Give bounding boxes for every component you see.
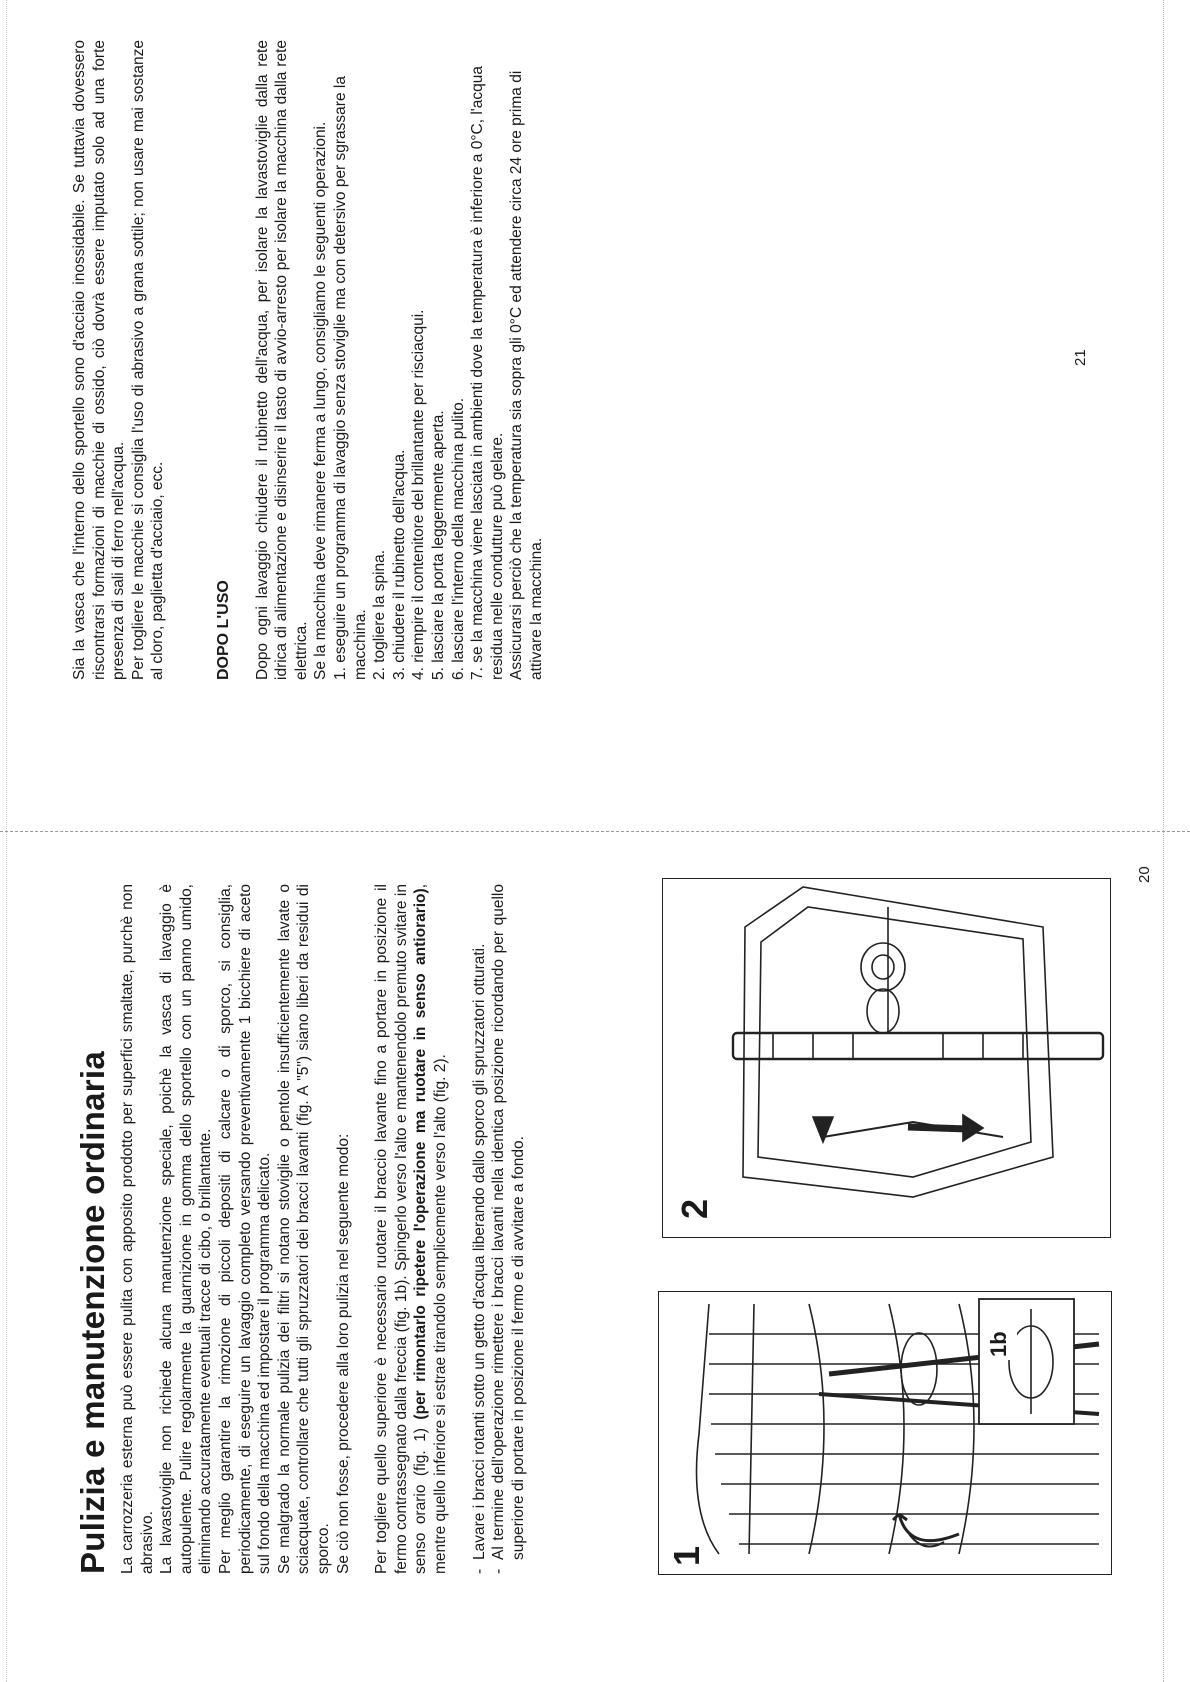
paragraph-spray-arms-check: Se malgrado la normale pulizia dei filtri si notano stoviglie o pentole insufficientemente lavate o sciacquate, controllare che tutti gli spruzzatori dei bracci lavanti (fig. A "5") siano liberi da residui di sporco. bbox=[275, 884, 332, 1574]
figure-1-illustration bbox=[659, 1292, 1111, 1574]
cleaning-bullets bbox=[470, 884, 529, 1574]
figure-2-label: 2 bbox=[674, 1198, 715, 1219]
paragraph-long-inactivity: Se la macchina deve rimanere ferma a lungo, consigliamo le seguenti operazioni. bbox=[312, 121, 330, 680]
step-7: 7. se la macchina viene lasciata in ambienti dove la temperatura è inferiore a 0°C, l'acqua residua nelle condutture può gelare. bbox=[469, 66, 506, 680]
paragraph-after-each-wash: Dopo ogni lavaggio chiudere il rubinetto dell'acqua, per isolare la lavastoviglie dalla rete idrica di alimentazione e disinserire il tasto di avvio-arresto per isolare la macchina dalla rete elettrica. bbox=[253, 40, 310, 680]
remove-arms-text-1: Per togliere quello superiore è necessario ruotare il braccio lavante fino a portare in posizione il fermo contrassegnato dalla freccia (fig. 1b). Spingerlo verso l'alto e mantenendolo premuto svitare in senso orario (fig. 1) bbox=[373, 884, 430, 1574]
paragraph-remove-arms bbox=[372, 884, 450, 1574]
paragraph-limescale: Per meglio garantire la rimozione di piccoli depositi di calcare o di sporco, si consiglia, periodicamente, di eseguire un lavaggio completo versando preventivamente 1 bicchiere di aceto sul fondo della macchina ed impostare il programma delicato. bbox=[216, 884, 274, 1574]
step-3: 3. chiudere il rubinetto dell'acqua. bbox=[390, 449, 408, 680]
step-1: 1. eseguire un programma di lavaggio senza stoviglie ma con detersivo per sgrassare la macchina. bbox=[331, 76, 369, 680]
step-2: 2. togliere la spina. bbox=[371, 549, 389, 680]
inactivity-steps bbox=[331, 40, 547, 680]
figure-1-upper-spray-arm bbox=[658, 1291, 1112, 1575]
page-title: Pulizia e manutenzione ordinaria bbox=[74, 1050, 111, 1574]
figure-1b-label: 1b bbox=[981, 1328, 1017, 1360]
page-fold-line bbox=[0, 831, 1190, 832]
paragraph-exterior: La carrozzeria esterna può essere pulita con apposito prodotto per superfici smaltate, purchè non abrasivo. bbox=[119, 884, 156, 1574]
figure-1-label: 1 bbox=[666, 1545, 707, 1566]
page-number-left: 20 bbox=[1136, 866, 1153, 883]
remove-arms-bold-note: (per rimontarlo ripetere l'operazione ma ruotare in senso antiorario) bbox=[412, 888, 430, 1420]
figure-2-lower-spray-arm bbox=[662, 878, 1111, 1238]
paragraph-procedure-intro: Se ciò non fosse, procedere alla loro pulizia nel seguente modo: bbox=[334, 1133, 352, 1574]
scan-edge-top bbox=[6, 0, 7, 1682]
bullet-refit-arms: - Al termine dell'operazione rimettere i bracci lavanti nella identica posizione ricordando per quello superiore di portare in posizione il fermo e di avvitare a fondo. bbox=[489, 884, 528, 1574]
right-text-column bbox=[70, 40, 546, 680]
left-text-column bbox=[118, 884, 528, 1574]
step-5: 5. lasciare la porta leggermente aperta. bbox=[429, 410, 447, 680]
page-number-right: 21 bbox=[1072, 349, 1089, 366]
step-4: 4. riempire il contenitore del brillantante per risciacqui. bbox=[410, 309, 428, 680]
figure-2-illustration bbox=[663, 879, 1110, 1237]
step-final-note: Assicurarsi perciò che la temperatura sia sopra gli 0°C ed attendere circa 24 ore prima di attivare la macchina. bbox=[508, 70, 545, 680]
bullet-wash-arms: - Lavare i bracci rotanti sotto un getto d'acqua liberando dallo sporco gli spruzzatori otturati. bbox=[470, 884, 490, 1574]
section-heading-after-use: DOPO L'USO bbox=[214, 580, 232, 680]
paragraph-stain-removal: Per togliere le macchie si consiglia l'uso di abrasivo a grana sottile; non usare mai sostanze al cloro, paglietta d'acciaio, ecc. bbox=[129, 40, 167, 680]
paragraph-stainless-steel: Sia la vasca che l'interno dello sportello sono d'acciaio inossidabile. Se tuttavia dovessero riscontrarsi formazioni di macchie di ossido, ciò dovrà essere imputato solo ad una forte presenza di sali di ferro nell'acqua. bbox=[71, 40, 128, 680]
paragraph-selfcleaning: La lavastoviglie non richiede alcuna manutenzione speciale, poichè la vasca di lavaggio è autopulente. Pulire regolarmente la guarnizione in gomma dello sportello con un panno umido, eliminando accuratamente eventuali tracce di cibo, o brillantante. bbox=[158, 884, 215, 1574]
scan-edge-bottom bbox=[1163, 0, 1164, 1682]
remove-arms-text-2: , mentre quello inferiore si estrae tirandolo semplicemente verso l'alto (fig. 2). bbox=[412, 883, 449, 1574]
step-6: 6. lasciare l'interno della macchina pulito. bbox=[449, 397, 467, 680]
